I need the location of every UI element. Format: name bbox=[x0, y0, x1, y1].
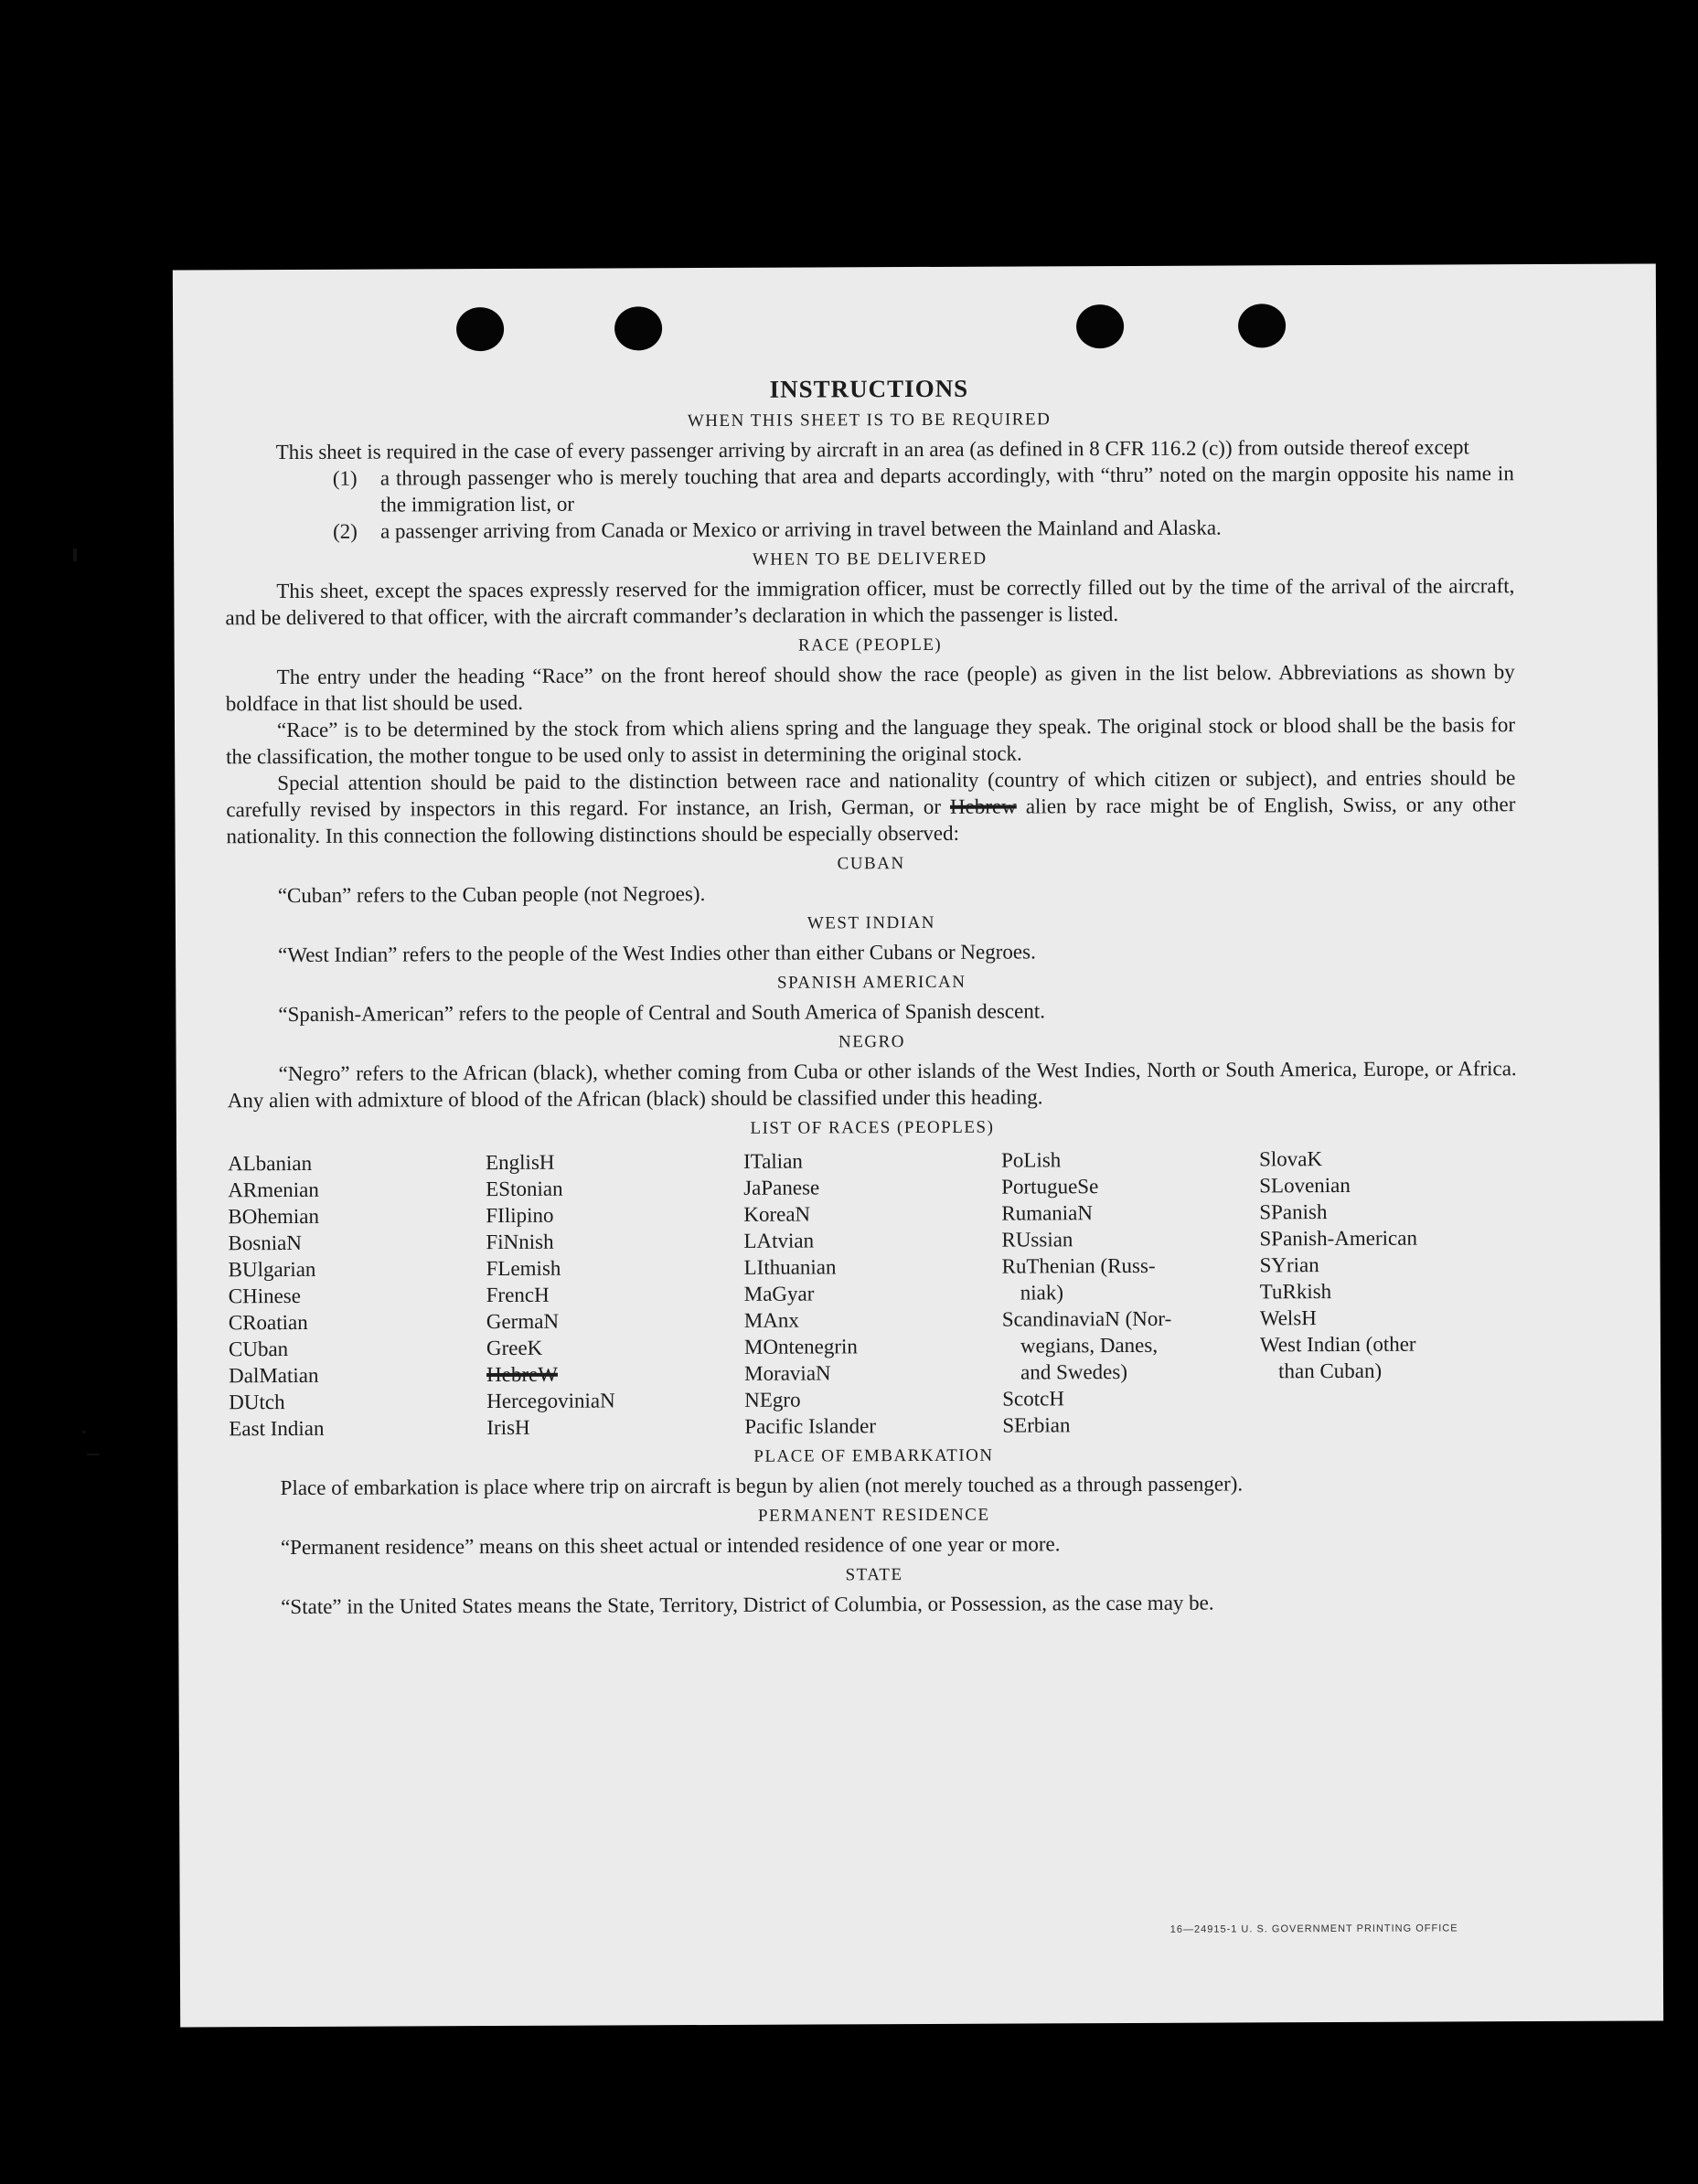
race-entry: DUtch bbox=[229, 1390, 285, 1414]
race-entry: ScandinaviaN (Nor- bbox=[1001, 1306, 1172, 1331]
punch-hole bbox=[1238, 304, 1286, 347]
race-entry: BUlgarian bbox=[228, 1257, 316, 1282]
exception-text: a passenger arriving from Canada or Mexico or arriving in travel between the Mainland and Alaska. bbox=[380, 516, 1222, 543]
section-heading-west-indian: WEST INDIAN bbox=[806, 912, 936, 933]
section-heading-cuban: CUBAN bbox=[837, 854, 905, 874]
race-entry: MaGyar bbox=[743, 1282, 815, 1305]
race-entry: FrencH bbox=[486, 1283, 550, 1307]
race-entry: ALbanian bbox=[228, 1151, 313, 1176]
punch-hole bbox=[456, 307, 504, 351]
cuban-text: “Cuban” refers to the Cuban people (not Negroes). bbox=[277, 882, 706, 908]
race-entry: SYrian bbox=[1259, 1253, 1319, 1277]
race-entry: ITalian bbox=[743, 1149, 803, 1173]
race-entry: SPanish-American bbox=[1259, 1226, 1417, 1251]
race-entry: LAtvian bbox=[743, 1229, 815, 1252]
race-entry: East Indian bbox=[229, 1416, 325, 1441]
race-entry: GermaN bbox=[486, 1309, 560, 1334]
race-paragraph-2: “Race” is to be determined by the stock from which aliens spring and the language they speak. The original stock or blood shall be the basis for the classification, the mother tongue to be used only to assist in determining the original stock. bbox=[226, 713, 1516, 769]
race-entry: MOntenegrin bbox=[743, 1335, 858, 1358]
race-entry: PoLish bbox=[1001, 1148, 1062, 1172]
race-entry: FiNnish bbox=[486, 1230, 554, 1254]
race-entry: BosniaN bbox=[228, 1230, 303, 1255]
race-entry-continued: than Cuban) bbox=[1278, 1358, 1383, 1383]
section-heading-spanish-american: SPANISH AMERICAN bbox=[776, 972, 966, 993]
race-entry: CRoatian bbox=[228, 1310, 308, 1335]
race-entry-continued: wegians, Danes, bbox=[1020, 1333, 1159, 1358]
section-heading-residence: PERMANENT RESIDENCE bbox=[757, 1505, 990, 1526]
scan-speck bbox=[73, 549, 77, 561]
embarkation-text: Place of embarkation is place where trip on aircraft is begun by alien (not merely touched as a through passenger). bbox=[280, 1472, 1244, 1500]
exception-item bbox=[333, 513, 1514, 545]
race-entry: TuRkish bbox=[1259, 1280, 1332, 1304]
races-column-1 bbox=[228, 1149, 486, 1442]
race-entry: NEgro bbox=[744, 1388, 801, 1412]
race-entry: FIlipino bbox=[486, 1203, 554, 1228]
race-entry: MAnx bbox=[743, 1308, 799, 1332]
race-entry-continued: and Swedes) bbox=[1020, 1360, 1128, 1384]
printing-office-footer: 16—24915-1 U. S. GOVERNMENT PRINTING OFFICE bbox=[1169, 1923, 1458, 1935]
race-entry: SErbian bbox=[1002, 1413, 1071, 1437]
race-entry: GreeK bbox=[486, 1336, 543, 1360]
race-entry: JaPanese bbox=[743, 1176, 820, 1199]
race-entry: RUssian bbox=[1001, 1228, 1073, 1252]
race-entry: IrisH bbox=[486, 1415, 530, 1440]
race-entry: West Indian (other bbox=[1259, 1332, 1416, 1357]
race-entry: ScotcH bbox=[1002, 1387, 1064, 1411]
race-entry: BOhemian bbox=[228, 1204, 320, 1229]
negro-text: “Negro” refers to the African (black), whether coming from Cuba or other islands of the West Indies, North or South America, Europe, or Africa. Any alien with admixture of blood of the African (black) should be classified under this heading. bbox=[227, 1057, 1517, 1113]
section-heading-race: RACE (PEOPLE) bbox=[797, 634, 943, 655]
race-entry: RumaniaN bbox=[1001, 1201, 1094, 1225]
section-heading-delivered: WHEN TO BE DELIVERED bbox=[752, 549, 988, 570]
race-entry: LIthuanian bbox=[743, 1255, 837, 1279]
races-column-5 bbox=[1259, 1145, 1518, 1437]
section-heading-required: WHEN THIS SHEET IS TO BE REQUIRED bbox=[687, 410, 1052, 431]
race-paragraph-3-b: alien by race might be of English, Swiss, or any other nationality. In this connection the following distinctions should be especially observed: bbox=[226, 793, 1516, 848]
exception-text: a through passenger who is merely touching that area and departs accordingly, with “thru” noted on the margin opposite his name in the immigration list, or bbox=[379, 462, 1514, 517]
race-paragraph-3 bbox=[226, 764, 1515, 849]
punch-hole bbox=[614, 306, 662, 350]
section-heading-state: STATE bbox=[845, 1565, 903, 1585]
race-entry: SPanish bbox=[1259, 1200, 1328, 1224]
race-paragraph-1: The entry under the heading “Race” on the front hereof should show the race (people) as given in the list below. Abbreviations as shown by boldface in that list should be used. bbox=[225, 660, 1515, 716]
section-heading-embarkation: PLACE OF EMBARKATION bbox=[753, 1445, 994, 1466]
race-entry: PortugueSe bbox=[1001, 1175, 1099, 1199]
delivered-text: This sheet, except the spaces expressly reserved for the immigration officer, must be correctly filled out by the time of the arrival of the aircraft, and be delivered to that officer, with the aircraft commander’s declaration in which the passenger is listed. bbox=[225, 574, 1515, 630]
race-entry: EStonian bbox=[486, 1177, 563, 1201]
races-column-4 bbox=[1001, 1145, 1260, 1438]
races-column-3 bbox=[743, 1147, 1002, 1440]
race-entry-continued: niak) bbox=[1020, 1281, 1064, 1305]
state-text: “State” in the United States means the State, Territory, District of Columbia, or Possession, as the case may be. bbox=[281, 1591, 1214, 1619]
race-entry: ARmenian bbox=[228, 1177, 319, 1202]
page-title: INSTRUCTIONS bbox=[769, 374, 969, 403]
race-entry: MoraviaN bbox=[744, 1361, 831, 1385]
race-entry: EnglisH bbox=[486, 1150, 555, 1175]
punch-hole bbox=[1076, 304, 1124, 348]
document-sheet bbox=[173, 263, 1663, 2027]
struck-word: Hebrew bbox=[949, 794, 1017, 818]
races-list bbox=[228, 1145, 1518, 1442]
scan-speck bbox=[82, 1431, 85, 1433]
race-paragraph-3-a: Special attention should be paid to the distinction between race and nationality (country of which citizen or subject), and entries should be carefully revised by inspectors in this regard. For instance, an Irish, German, or bbox=[226, 766, 1516, 822]
race-entry: RuThenian (Russ- bbox=[1001, 1253, 1156, 1278]
spanish-american-text: “Spanish-American” refers to the people of Central and South America of Spanish descent. bbox=[278, 999, 1046, 1027]
west-indian-text: “West Indian” refers to the people of the West Indies other than either Cubans or Negroes. bbox=[278, 940, 1036, 967]
race-entry: CUban bbox=[228, 1337, 289, 1361]
instructions-content bbox=[224, 372, 1519, 1620]
section-heading-negro: NEGRO bbox=[838, 1032, 906, 1052]
race-entry: KoreaN bbox=[743, 1202, 811, 1226]
race-entry: CHinese bbox=[228, 1284, 301, 1308]
exception-item bbox=[333, 460, 1514, 518]
race-entry: WelsH bbox=[1259, 1306, 1317, 1330]
residence-text: “Permanent residence” means on this sheet actual or intended residence of one year or more. bbox=[280, 1532, 1061, 1560]
race-entry: Pacific Islander bbox=[744, 1414, 877, 1438]
exception-number: (2) bbox=[333, 519, 358, 543]
race-entry-struck: HebreW bbox=[486, 1362, 559, 1387]
race-entry: SlovaK bbox=[1259, 1147, 1323, 1171]
race-entry: DalMatian bbox=[229, 1363, 319, 1388]
races-column-2 bbox=[486, 1148, 744, 1441]
race-entry: FLemish bbox=[486, 1256, 561, 1281]
exception-number: (1) bbox=[332, 466, 358, 490]
race-entry: SLovenian bbox=[1259, 1173, 1351, 1198]
scan-speck bbox=[87, 1454, 100, 1455]
section-heading-races-list: LIST OF RACES (PEOPLES) bbox=[750, 1117, 995, 1138]
race-entry: HercegoviniaN bbox=[486, 1389, 615, 1413]
required-intro: This sheet is required in the case of every passenger arriving by aircraft in an area (as defined in 8 CFR 116.2 (c)) from outside thereof except bbox=[275, 435, 1469, 464]
